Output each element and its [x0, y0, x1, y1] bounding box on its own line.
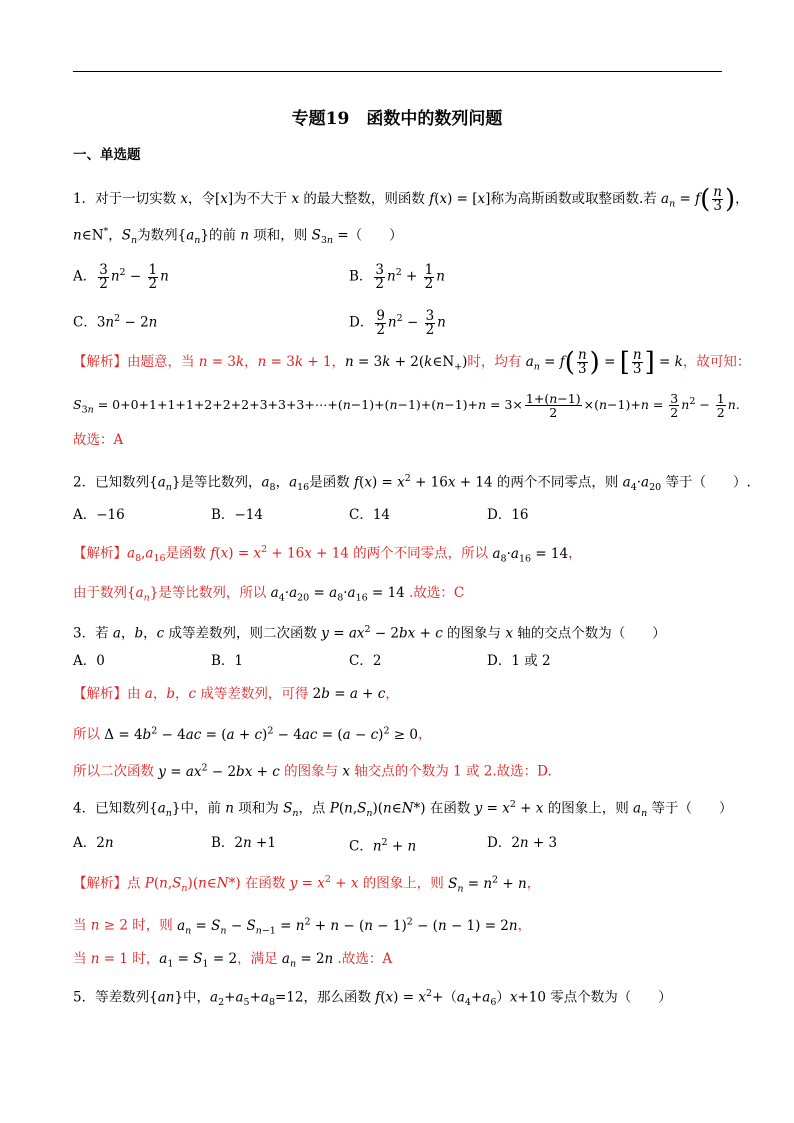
q1-solution-line1: 【解析】由题意，当 n = 3k，n = 3k + 1，$n = 3k + 2(k\in N_+)$时，均有 $a_n = f$( $\frac{n}{3}$ ) = [ $\frac{n}{3}$ ] = k，故可知：	[73, 347, 751, 378]
q3-option-c: C．2	[349, 653, 382, 669]
q3-option-a: A．0	[73, 653, 105, 669]
q3-solution-line3: 所以二次函数 $y = ax^2 - 2bx + c$ 的图象与 x 轴交点的个数为 1 或 2.故选：D.	[73, 762, 552, 780]
page-title: 专题19 函数中的数列问题	[291, 109, 503, 129]
q2-option-b: B．−14	[211, 507, 263, 523]
q3-stem: 3．若 a，b，c 成等差数列，则二次函数 $y = ax^2 - 2bx + c$ 的图象与 x 轴的交点个数为（ ）	[73, 624, 666, 642]
q4-option-d: D．2n + 3	[487, 835, 558, 851]
q1-option-d: D． $\frac{9}{2}$ $n^2$ − $\frac{3}{2}$ n	[349, 307, 446, 338]
q3-option-d: D．1 或 2	[487, 653, 551, 669]
q4-option-c: C．$n^2 + n$	[349, 837, 417, 855]
q4-option-a: A．2n	[73, 835, 114, 851]
section-heading: 一、单选题	[73, 147, 141, 163]
q4-solution-line3: 当 n = 1 时，$a_1 = S_1 = 2$，满足 $a_n = 2n$ .故选：A	[73, 951, 393, 970]
q4-solution-line2: 当 n ≥ 2 时，则 $a_n = S_n - S_{n-1} = n^2 + n - (n - 1)^2 - (n - 1) = 2n$，	[73, 916, 532, 937]
q1-option-c: C．$3n^2 - 2n$	[73, 313, 158, 331]
header-rule	[73, 71, 722, 72]
q2-stem: 2．已知数列$\{a_n\}$是等比数列，$a_8$，$a_{16}$是函数 $f(x) = x^2 + 16x + 14$ 的两个不同零点，则 $a_4\cdot a_{20}$ 等于（ ）.	[73, 473, 751, 494]
q4-option-b: B．2n +1	[211, 835, 276, 851]
q2-option-d: D．16	[487, 507, 529, 523]
q1-option-a: A． $\frac{3}{2}$ $n^2$ − $\frac{1}{2}$ n	[73, 261, 169, 292]
q3-solution-line1: 【解析】由 a，b，c 成等差数列，可得 2b = a + c，	[73, 686, 399, 702]
q2-option-c: C．14	[349, 507, 391, 523]
q4-stem: 4．已知数列$\{a_n\}$中，前 n 项和为 $S_n$，点 $P(n,S_n)(n\in N*)$ 在函数 $y = x^2 + x$ 的图象上，则 $a_n$ 等于（ ）	[73, 799, 733, 820]
q5-stem: 5．等差数列{an}中，$a_2+a_5+a_8=12$，那么函数 $f(x) = x^2+(a_4+a_6)x+10$ 零点个数为（ ）	[73, 988, 672, 1009]
q1-solution-line2: $S_{3n}$ = 0+0+1+1+1+2+2+2+3+3+3+⋯+(n−1)+(n−1)+(n−1)+n = 3× $\frac{1+(n-1)}{2}$ ×(n−1)+n = $\frac{3}{2}$ $n^2$ − $\frac{1}{2}$ n.	[73, 391, 740, 421]
q3-option-b: B．1	[211, 653, 244, 669]
q1-option-b: B． $\frac{3}{2}$ $n^2$ + $\frac{1}{2}$ n	[349, 261, 445, 292]
q4-solution-line1: 【解析】点 $P(n,S_n)(n\in N*)$ 在函数 $y = x^2 + x$ 的图象上，则 $S_n = n^2 + n$，	[73, 874, 541, 895]
q2-solution-line1: 【解析】$a_8,a_{16}$是函数 $f(x) = x^2 + 16x + 14$ 的两个不同零点，所以 $a_8\cdot a_{16} = 14$，	[73, 544, 582, 565]
q1-stem-line1: 1．对于一切实数 x，令[x]为不大于 x 的最大整数，则函数 f(x) = [x]称为高斯函数或取整函数.若 $a_n = f$( $\frac{n}{3}$ )，	[73, 184, 749, 215]
q2-option-a: A．−16	[73, 507, 125, 523]
q3-solution-line2: 所以 $\Delta = 4b^2 - 4ac = (a + c)^2 - 4ac = (a - c)^2 \ge 0$，	[73, 725, 432, 743]
q2-solution-line2: 由于数列$\{a_n\}$是等比数列，所以 $a_4\cdot a_{20} = a_8\cdot a_{16} = 14$ .故选：C	[73, 585, 465, 604]
q1-stem-line2: n∈N*，$S_n$为数列$\{a_n\}$的前 n 项和，则 $S_{3n}$ =（ ）	[73, 226, 403, 247]
q1-solution-answer: 故选：A	[73, 432, 124, 448]
